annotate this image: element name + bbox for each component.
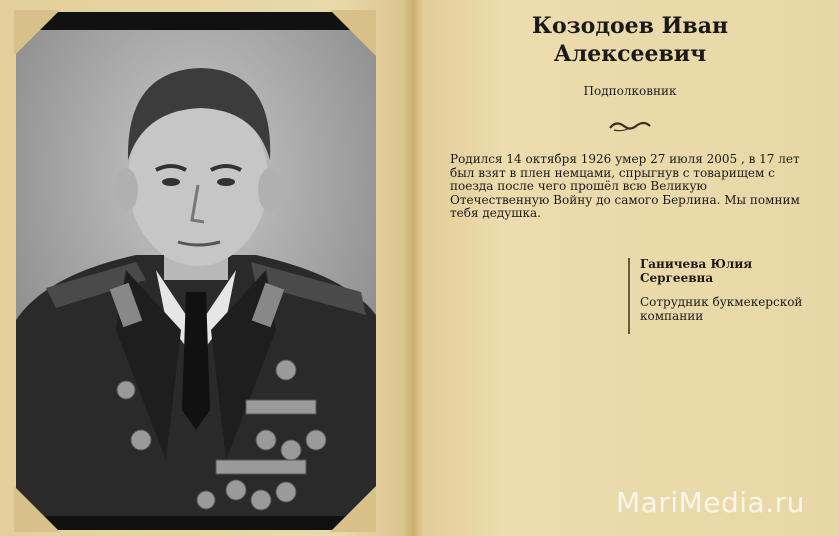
- photo-corner-icon: [14, 10, 60, 56]
- military-rank: Подполковник: [583, 84, 677, 98]
- photo-corner-icon: [14, 486, 60, 532]
- left-page: [0, 0, 412, 536]
- flourish-ornament-icon: [608, 118, 652, 134]
- name-line-1: Козодоев Иван: [531, 13, 729, 39]
- name-line-2: Алексеевич: [553, 41, 707, 67]
- author-name: Ганичева Юлия Сергеевна: [640, 257, 753, 285]
- veteran-portrait-photo: [16, 30, 376, 516]
- right-page: [412, 0, 839, 536]
- author-role: Сотрудник букмекерской компании: [640, 295, 803, 323]
- author-block: [628, 258, 818, 334]
- photo-corner-icon: [330, 10, 376, 56]
- veteran-name: [472, 12, 788, 68]
- photo-frame: [16, 12, 376, 530]
- site-watermark: MariMedia.ru: [616, 486, 805, 519]
- biography-text: Родился 14 октября 1926 умер 27 июля 2005 , в 17 лет был взят в плен немцами, спрыгнув с товарищем с поезда после чего прошёл всю Великую Отечественную Войну до самого Берлина. Мы помним тебя дедушка.: [450, 152, 800, 220]
- photo-corner-icon: [330, 486, 376, 532]
